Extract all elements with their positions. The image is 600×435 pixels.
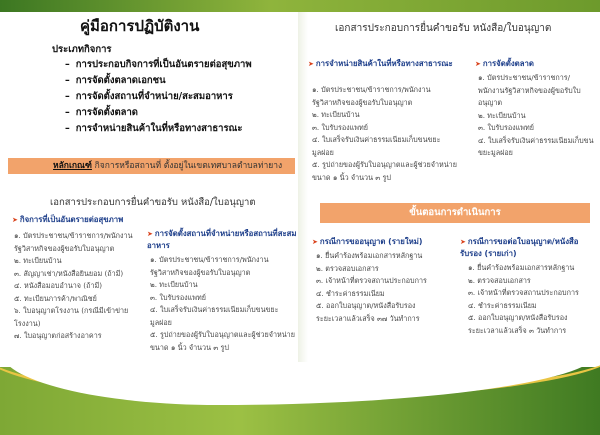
list-item: ๒. ตรวจสอบเอกสาร	[316, 263, 379, 273]
public-vending-doc-list	[312, 84, 460, 184]
criteria-label: หลักเกณฑ์	[53, 161, 92, 171]
health-hazard-doc-list	[14, 230, 144, 343]
food-place-heading: ➤ การจัดตั้งสถานที่จำหน่ายหรือสถานที่สะสมอาหาร	[147, 229, 297, 250]
list-item: ๒. ทะเบียนบ้าน	[312, 110, 360, 119]
list-item: ๕. รูปถ่ายของผู้รับใบอนุญาตและผู้ช่วยจำหน่าย ขนาด ๑ นิ้ว จำนวน ๓ รูป	[150, 330, 295, 352]
list-item: ๓. เจ้าหน้าที่ตรวจสถานประกอบการ	[316, 276, 427, 285]
procedure-banner: ขั้นตอนการดำเนินการ	[320, 203, 590, 223]
list-item: ระยะเวลาแล้วเสร็จ ๓ วันทำการ	[468, 325, 567, 335]
arrow-icon: ➤	[460, 238, 466, 246]
list-item: – การประกอบกิจการที่เป็นอันตรายต่อสุขภาพ	[65, 59, 252, 70]
renewal-heading: ➤ กรณีการขอต่อใบอนุญาต/หนังสือรับรอง (รายเก่า)	[460, 237, 579, 258]
public-vending-heading: ➤ การจำหน่ายสินค้าในที่หรือทางสาธารณะ	[308, 59, 453, 68]
list-item: ๓. สัญญาเช่า/หนังสือยินยอม (ถ้ามี)	[14, 268, 124, 278]
new-permit-heading: ➤ กรณีการขออนุญาต (รายใหม่)	[312, 237, 423, 246]
market-heading: ➤ การจัดตั้งตลาด	[475, 59, 534, 68]
list-item: ๑. บัตรประชาชน/ข้าราชการ/พนักงานรัฐวิสาหกิจของผู้ขอรับใบอนุญาต	[150, 255, 269, 277]
documents-title-left: เอกสารประกอบการยื่นคำขอรับ หนังสือ/ใบอนุญาต	[50, 197, 256, 208]
list-item: ๑. ยื่นคำร้องพร้อมเอกสารหลักฐาน	[468, 263, 575, 272]
arrow-icon: ➤	[12, 216, 18, 224]
list-item: ๒. ทะเบียนบ้าน	[14, 256, 62, 265]
list-item: ๑. บัตรประชาชน/ข้าราชการ/พนักงานรัฐวิสาหกิจของผู้ขอรับใบอนุญาต	[14, 231, 133, 253]
list-item: ๓. ใบรับรองแพทย์	[312, 122, 368, 132]
list-item: ๒. ทะเบียนบ้าน	[478, 110, 526, 120]
list-item: – การจัดตั้งสถานที่จำหน่าย/สะสมอาหาร	[65, 91, 233, 102]
list-item: ๔. ใบเสร็จรับเงินค่าธรรมเนียมเก็บขนขยะมูลฝอย	[478, 135, 594, 157]
list-item: ๒. ตรวจสอบเอกสาร	[468, 275, 531, 285]
category-list	[65, 57, 252, 137]
list-item: ๑. บัตรประชาชน/ข้าราชการ/พนักงานรัฐวิสาหกิจของผู้ขอรับใบอนุญาต	[312, 85, 431, 107]
list-item: ๓. ใบรับรองแพทย์	[150, 292, 206, 302]
manual-title: คู่มือการปฏิบัติงาน	[80, 17, 200, 35]
list-item: – การจำหน่ายสินค้าในที่หรือทางสาธารณะ	[65, 123, 243, 134]
list-item: ๓. ใบรับรองแพทย์	[478, 123, 534, 132]
list-item: ๕. รูปถ่ายของผู้รับใบอนุญาตและผู้ช่วยจำหน่าย ขนาด ๑ นิ้ว จำนวน ๓ รูป	[312, 160, 457, 182]
list-item: ๔. ใบเสร็จรับเงินค่าธรรมเนียมเก็บขนขยะมูลฝอย	[150, 305, 279, 327]
food-place-doc-list	[150, 254, 295, 354]
arrow-icon: ➤	[475, 60, 481, 68]
list-item: ๑. บัตรประชาชน/ข้าราชการ/พนักงานรัฐวิสาหกิจของผู้ขอรับใบอนุญาต	[478, 73, 581, 107]
arrow-icon: ➤	[147, 230, 153, 238]
documents-title-right: เอกสารประกอบการยื่นคำขอรับ หนังสือ/ใบอนุญาต	[335, 23, 552, 34]
arrow-icon: ➤	[312, 238, 318, 246]
list-item: ๕. ออกใบอนุญาต/หนังสือรับรอง	[316, 301, 416, 310]
new-permit-steps	[316, 250, 461, 325]
list-item: ๔. ชำระค่าธรรมเนียม	[316, 288, 385, 298]
list-item: ๔. ใบเสร็จรับเงินค่าธรรมเนียมเก็บขนขยะมูลฝอย	[312, 135, 441, 157]
list-item: ๔. หนังสือมอบอำนาจ (ถ้ามี)	[14, 281, 103, 290]
list-item: – การจัดตั้งตลาด	[65, 107, 138, 118]
list-item: ๒. ทะเบียนบ้าน	[150, 280, 198, 289]
list-item: ๔. ชำระค่าธรรมเนียม	[468, 300, 537, 310]
list-item: ๕. ออกใบอนุญาต/หนังสือรับรอง	[468, 313, 568, 322]
criteria-banner	[8, 158, 295, 174]
renewal-steps	[468, 262, 596, 337]
list-item: ๓. เจ้าหน้าที่ตรวจสถานประกอบการ	[468, 288, 579, 297]
list-item: ๗. ใบอนุญาตก่อสร้างอาคาร	[14, 331, 102, 340]
health-hazard-heading: ➤ กิจการที่เป็นอันตรายต่อสุขภาพ	[12, 215, 124, 224]
list-item: ๕. ทะเบียนการค้า/พาณิชย์	[14, 293, 97, 303]
list-item: ๑. ยื่นคำร้องพร้อมเอกสารหลักฐาน	[316, 251, 423, 260]
fold-separator	[298, 12, 308, 362]
arrow-icon: ➤	[308, 60, 314, 68]
list-item: – การจัดตั้งตลาดเอกชน	[65, 75, 166, 86]
market-doc-list	[478, 72, 596, 160]
criteria-text: กิจการหรือสถานที่ ตั้งอยู่ในเขตเทศบาลตำบลท่ายาง	[94, 161, 283, 171]
list-item: ระยะเวลาแล้วเสร็จ ๓๗ วันทำการ	[316, 313, 420, 323]
list-item: ๖. ใบอนุญาตโรงงาน (กรณีมีเข้าข่ายโรงงาน)	[14, 306, 129, 328]
category-title: ประเภทกิจการ	[52, 44, 112, 55]
